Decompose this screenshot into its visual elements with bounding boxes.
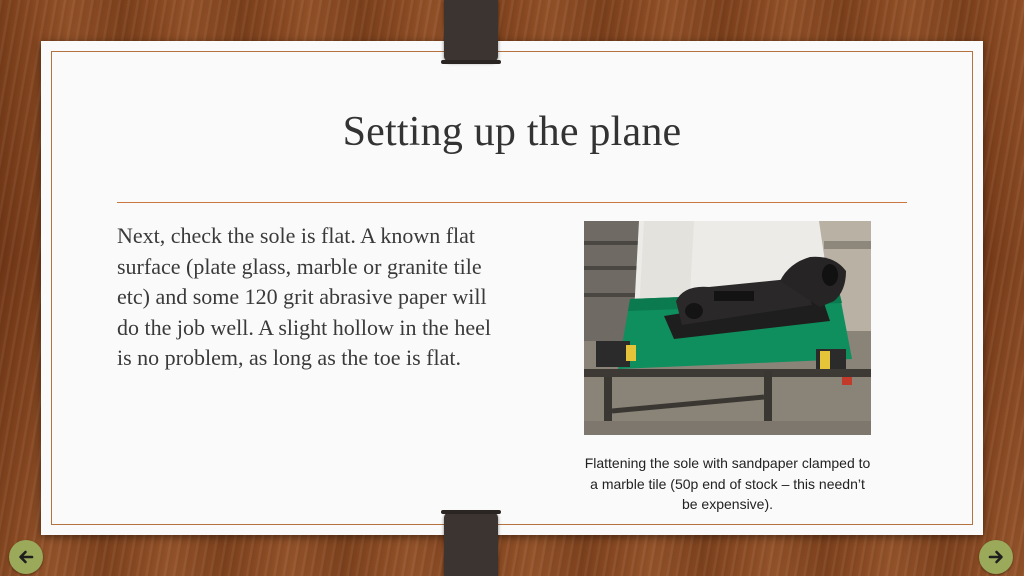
image-caption: Flattening the sole with sandpaper clamped to a marble tile (50p end of stock – this needn’t be expensive). (584, 455, 871, 512)
title-divider (117, 202, 907, 203)
top-clip (444, 0, 498, 62)
slide-title: Setting up the plane (342, 109, 682, 155)
previous-slide-button[interactable] (9, 540, 43, 574)
slide-body-text: Next, check the sole is flat. A known flat surface (plate glass, marble or granite tile etc) and some 120 grit abrasive paper will do the job well. A slight hollow in the heel is no problem, as long as the toe is flat. (117, 223, 491, 370)
next-slide-button[interactable] (979, 540, 1013, 574)
plane-photo (584, 221, 871, 435)
arrow-left-icon (17, 548, 35, 566)
bottom-clip (444, 512, 498, 576)
plane-on-tile-image (584, 221, 871, 435)
arrow-right-icon (987, 548, 1005, 566)
